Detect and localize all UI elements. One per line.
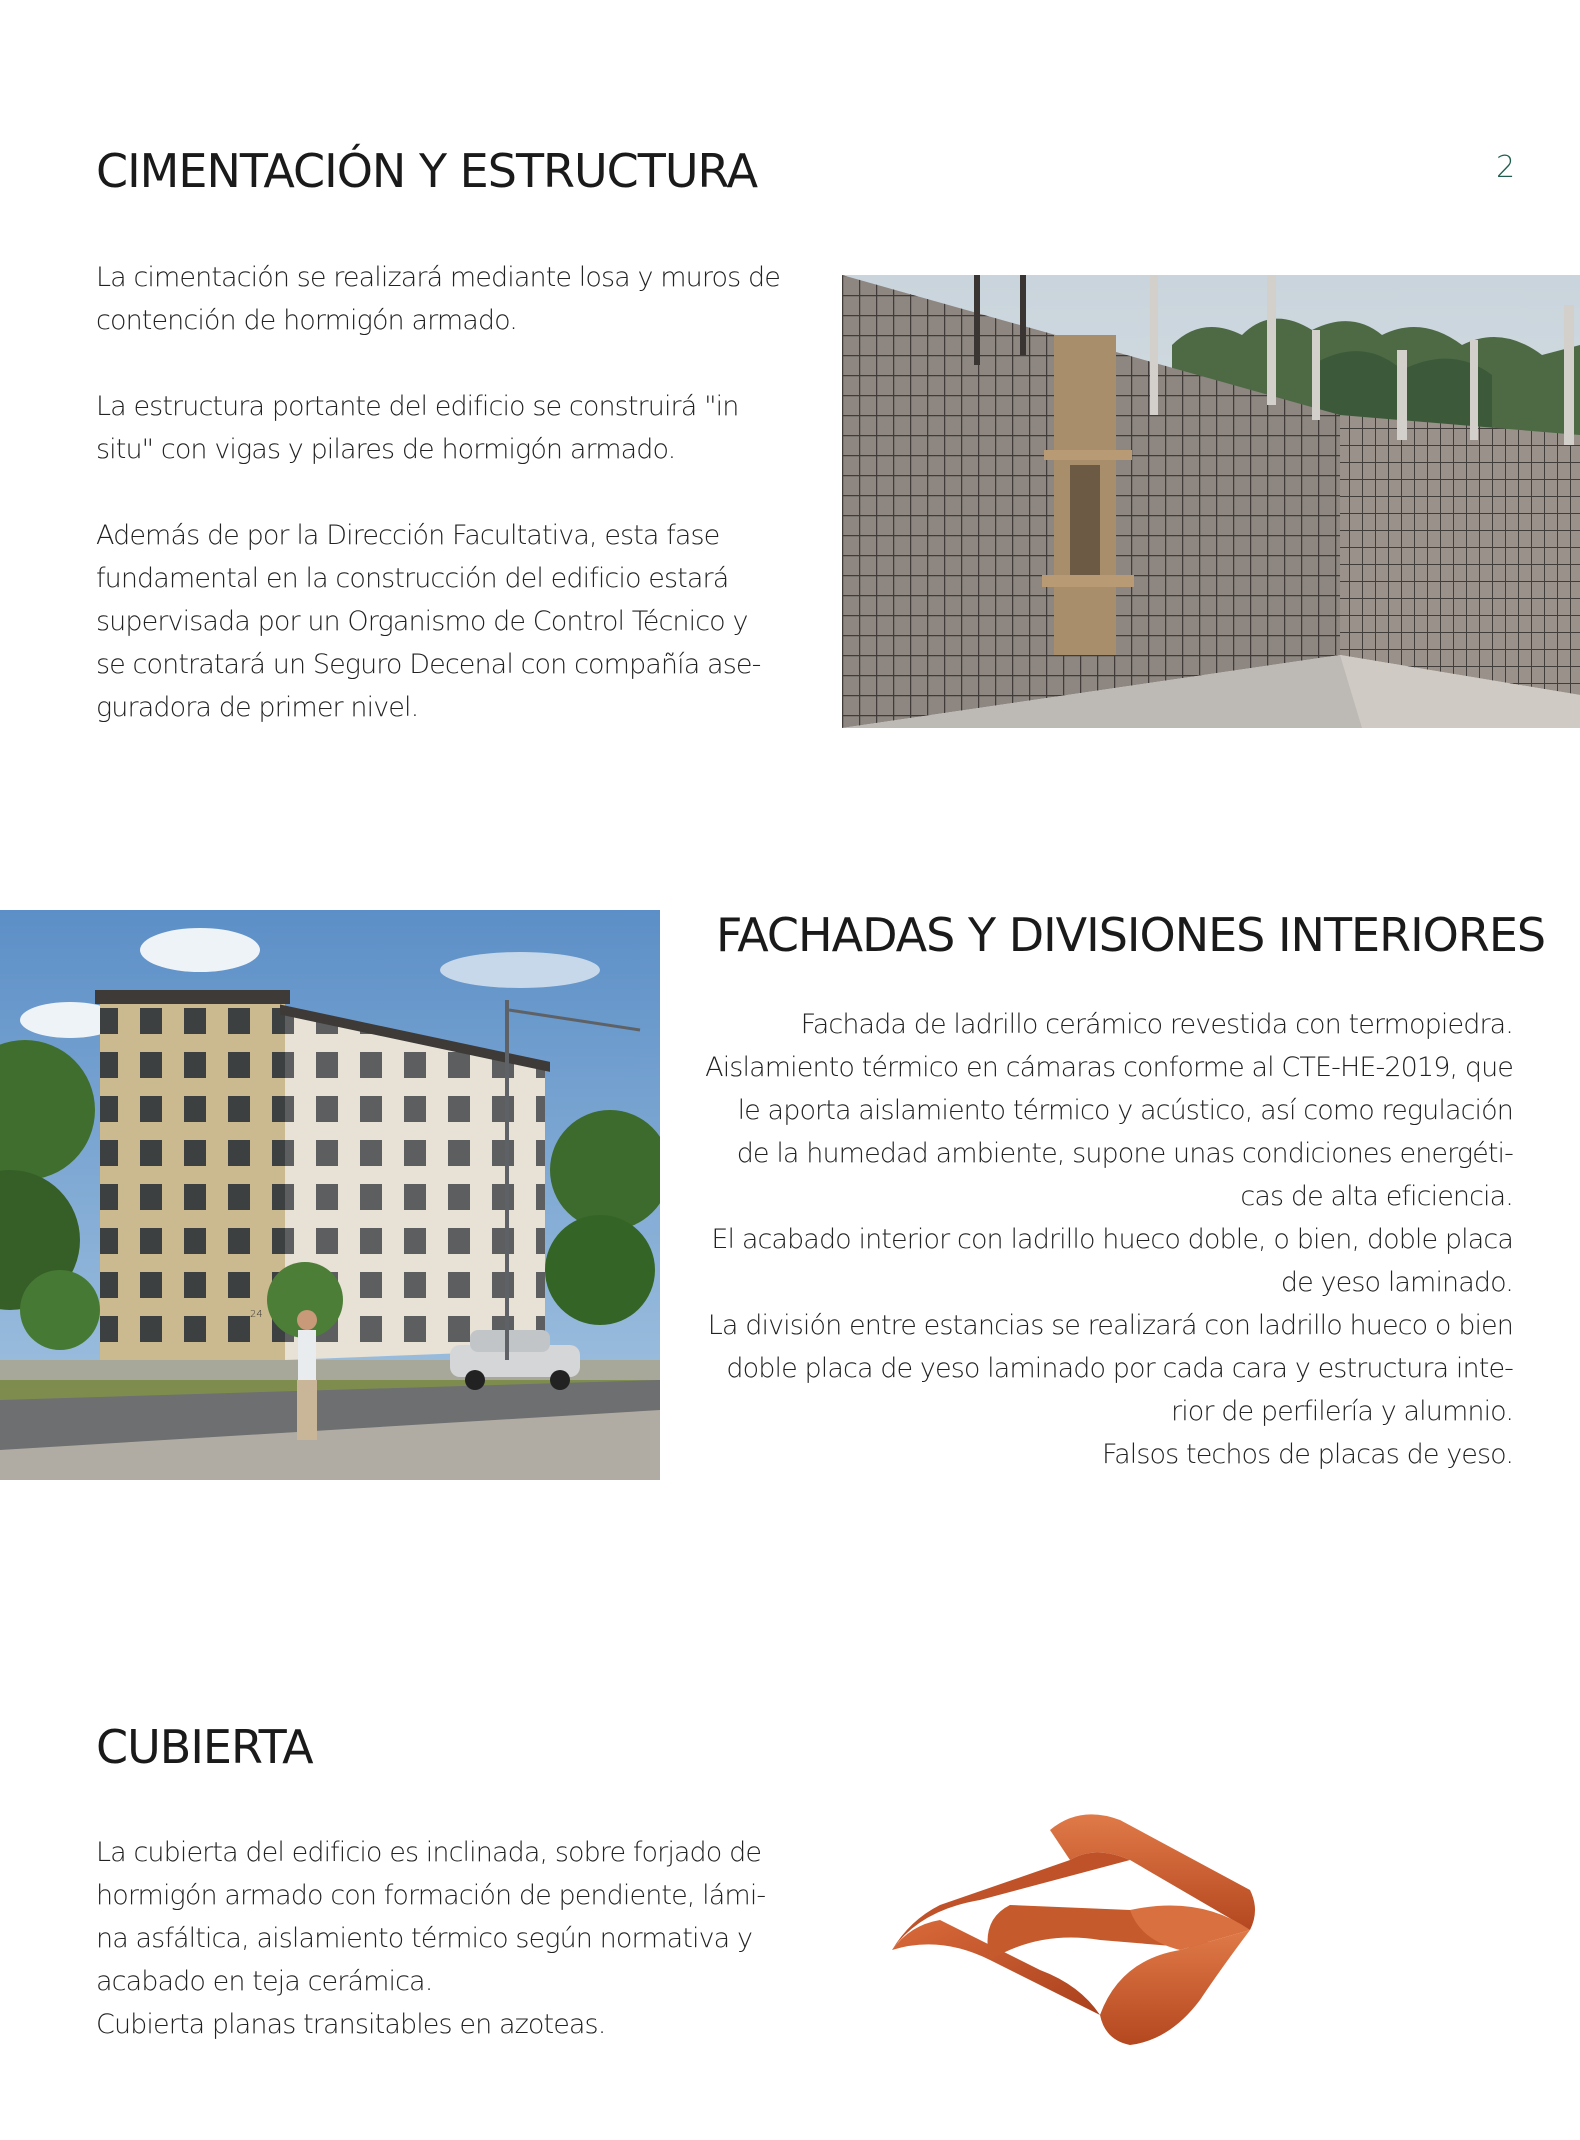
body-line: La división entre estancias se realizará con ladrillo hueco o bien: [707, 1310, 1513, 1341]
body-line: fundamental en la construcción del edificio estará: [96, 563, 729, 594]
section-title-cubierta: CUBIERTA: [96, 1720, 313, 1774]
building-number: 24: [250, 1309, 263, 1320]
body-line: rior de perfilería y alumnio.: [1171, 1396, 1513, 1427]
body-line: cas de alta eficiencia.: [1240, 1181, 1513, 1212]
body-line: de yeso laminado.: [1280, 1267, 1513, 1298]
body-line: guradora de primer nivel.: [96, 692, 419, 723]
body-line: La cubierta del edificio es inclinada, sobre forjado de: [96, 1837, 762, 1868]
body-line: El acabado interior con ladrillo hueco doble, o bien, doble placa: [711, 1224, 1513, 1255]
rebar-wall-photo: [842, 275, 1580, 728]
body-line: acabado en teja cerámica.: [96, 1966, 433, 1997]
body-line: le aporta aislamiento térmico y acústico, así como regulación: [737, 1095, 1513, 1126]
body-line: supervisada por un Organismo de Control Técnico y: [96, 606, 748, 637]
body-line: Cubierta planas transitables en azoteas.: [96, 2009, 606, 2040]
body-line: Falsos techos de placas de yeso.: [1101, 1439, 1513, 1470]
body-line: doble placa de yeso laminado por cada cara y estructura inte-: [726, 1353, 1513, 1384]
body-line: La estructura portante del edificio se construirá "in: [96, 391, 739, 422]
body-line: Fachada de ladrillo cerámico revestida con termopiedra.: [800, 1009, 1513, 1040]
section-body-cimentacion: [96, 256, 790, 729]
body-line: Aislamiento térmico en cámaras conforme al CTE-HE-2019, que: [705, 1052, 1513, 1083]
body-line: Además de por la Dirección Facultativa, esta fase: [96, 520, 720, 551]
body-line: de la humedad ambiente, supone unas condiciones energéti-: [736, 1138, 1513, 1169]
body-line: hormigón armado con formación de pendiente, lámi-: [96, 1880, 766, 1911]
section-title-fachadas: FACHADAS Y DIVISIONES INTERIORES: [716, 908, 1546, 962]
body-line: situ" con vigas y pilares de hormigón armado.: [96, 434, 676, 465]
body-line: La cimentación se realizará mediante losa y muros de: [96, 262, 780, 293]
body-line: na asfáltica, aislamiento térmico según normativa y: [96, 1923, 753, 1954]
body-line: contención de hormigón armado.: [96, 305, 517, 336]
body-line: se contratará un Seguro Decenal con compañía ase-: [96, 649, 761, 680]
section-body-cubierta: [96, 1831, 790, 2046]
section-title-cimentacion: CIMENTACIÓN Y ESTRUCTURA: [96, 144, 758, 198]
page-number: 2: [1496, 150, 1516, 185]
building-render-image: [0, 910, 660, 1480]
ceramic-roof-tile-image: [880, 1800, 1260, 2050]
section-body-fachadas: [700, 1003, 1513, 1476]
